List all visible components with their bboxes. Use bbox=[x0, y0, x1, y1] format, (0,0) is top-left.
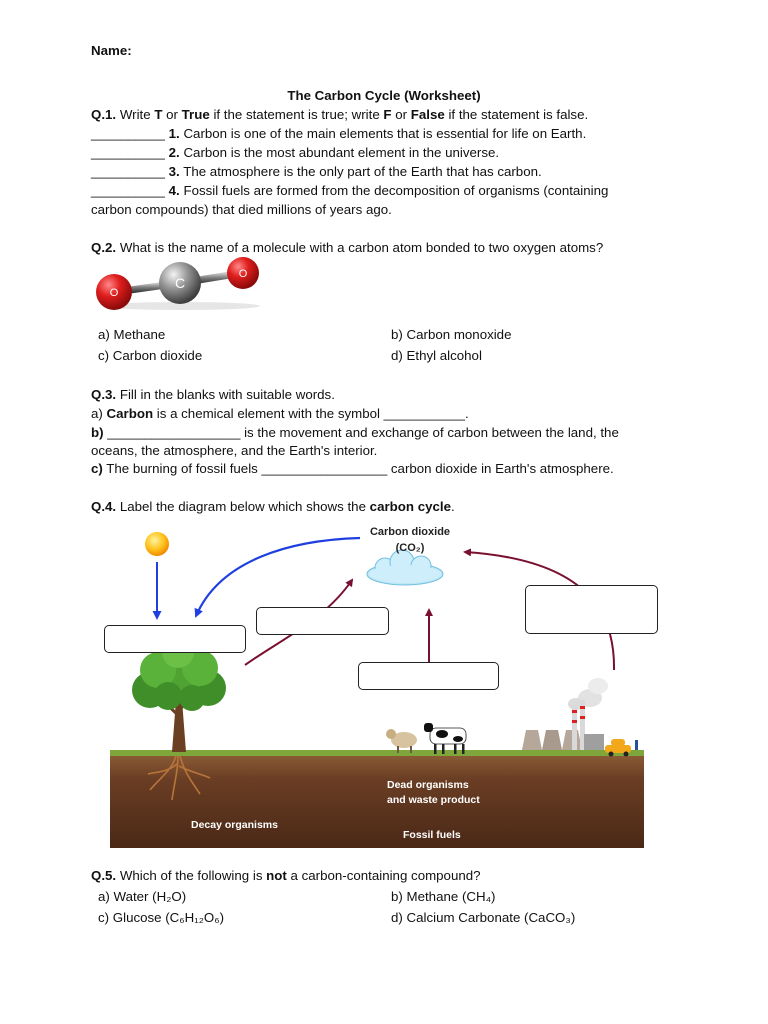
q5-option-b[interactable]: b) Methane (CH₄) bbox=[391, 889, 496, 904]
cow-icon bbox=[424, 723, 466, 754]
answer-blank[interactable]: __________ bbox=[91, 126, 165, 141]
decay-organisms-label: Decay organisms bbox=[191, 819, 278, 831]
label-box-respiration[interactable] bbox=[256, 607, 389, 635]
dead-organisms-label: Dead organisms bbox=[387, 779, 469, 791]
atom-label: O bbox=[238, 268, 248, 280]
grass-strip bbox=[110, 750, 644, 757]
q3-item-a: a) Carbon is a chemical element with the symbol ___________. bbox=[91, 406, 469, 421]
co2-label: Carbon dioxide bbox=[369, 526, 451, 538]
q3-item-c: c) The burning of fossil fuels _________________ carbon dioxide in Earth's atmosphere. bbox=[91, 461, 614, 476]
answer-blank[interactable]: __________ bbox=[91, 145, 165, 160]
co2-molecule-image bbox=[90, 256, 270, 312]
soil bbox=[110, 756, 644, 848]
name-label: Name: bbox=[91, 43, 132, 58]
waste-product-label: and waste product bbox=[387, 794, 480, 806]
answer-blank[interactable]: __________ bbox=[91, 164, 165, 179]
q3-item-b: b) __________________ is the movement and exchange of carbon between the land, the bbox=[91, 425, 619, 440]
fossil-fuels-label: Fossil fuels bbox=[403, 829, 461, 841]
q4-prompt: Q.4. Label the diagram below which shows the carbon cycle. bbox=[91, 499, 455, 514]
label-box-combustion[interactable] bbox=[525, 585, 658, 634]
co2-uptake-arrow bbox=[196, 538, 360, 616]
sun-icon bbox=[145, 532, 169, 556]
tree-icon bbox=[132, 636, 226, 752]
sheep-icon bbox=[386, 729, 417, 753]
atom-label: O bbox=[109, 287, 119, 299]
q2-option-b[interactable]: b) Carbon monoxide bbox=[391, 327, 512, 342]
q3-item-b-continuation: oceans, the atmosphere, and the Earth's interior. bbox=[91, 443, 378, 458]
answer-blank[interactable]: __________ bbox=[91, 183, 165, 198]
co2-formula: (CO₂) bbox=[395, 542, 425, 554]
carbon-cycle-diagram bbox=[90, 520, 680, 850]
q2-prompt: Q.2. What is the name of a molecule with a carbon atom bonded to two oxygen atoms? bbox=[91, 240, 604, 255]
q3-prompt: Q.3. Fill in the blanks with suitable words. bbox=[91, 387, 335, 402]
factory-icon bbox=[522, 678, 608, 750]
q2-option-a[interactable]: a) Methane bbox=[98, 327, 166, 342]
q5-option-a[interactable]: a) Water (H₂O) bbox=[98, 889, 187, 904]
q1-item-continuation: carbon compounds) that died millions of years ago. bbox=[91, 202, 392, 217]
q1-prompt: Q.1. Write T or True if the statement is true; write F or False if the statement is false. bbox=[91, 107, 589, 122]
label-box-photosynthesis[interactable] bbox=[104, 625, 246, 653]
q5-option-d[interactable]: d) Calcium Carbonate (CaCO₃) bbox=[391, 910, 576, 925]
q2-option-c[interactable]: c) Carbon dioxide bbox=[98, 348, 203, 363]
q1-item: __________ 4. Fossil fuels are formed from the decomposition of organisms (containing bbox=[91, 183, 609, 198]
q1-item: __________ 1. Carbon is one of the main elements that is essential for life on Earth. bbox=[91, 126, 587, 141]
atom-label: C bbox=[174, 275, 186, 291]
q1-item: __________ 3. The atmosphere is the only part of the Earth that has carbon. bbox=[91, 164, 542, 179]
cloud-icon bbox=[367, 550, 443, 585]
q1-item: __________ 2. Carbon is the most abundant element in the universe. bbox=[91, 145, 500, 160]
label-box-animal-respiration[interactable] bbox=[358, 662, 499, 690]
q5-prompt: Q.5. Which of the following is not a carbon-containing compound? bbox=[91, 868, 481, 883]
q2-option-d[interactable]: d) Ethyl alcohol bbox=[391, 348, 482, 363]
q5-option-c[interactable]: c) Glucose (C₆H₁₂O₆) bbox=[98, 910, 225, 925]
worksheet-title: The Carbon Cycle (Worksheet) bbox=[287, 88, 481, 103]
